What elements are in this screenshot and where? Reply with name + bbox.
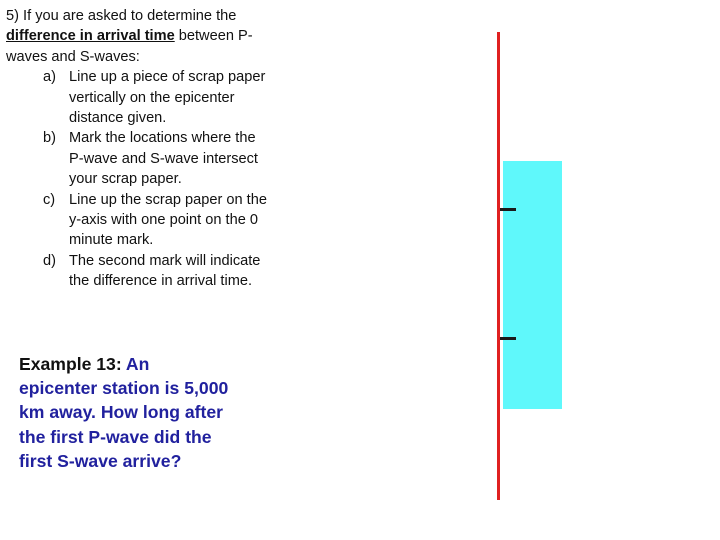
step-d-marker: d): [43, 252, 56, 269]
heading-emphasis: difference in arrival time: [6, 28, 175, 45]
s-wave-mark: [500, 337, 516, 340]
instructions-block: [6, 6, 268, 292]
example-question: [19, 352, 229, 473]
example-label: Example 13:: [19, 354, 122, 374]
step-a-text: Line up a piece of scrap paper vertically on the epicenter distance given.: [69, 69, 266, 127]
step-d: [6, 251, 268, 292]
epicenter-distance-line: [497, 32, 500, 500]
step-c: [6, 190, 268, 251]
step-b: [6, 128, 268, 189]
step-a: [6, 67, 268, 128]
step-d-text: The second mark will indicate the difference in arrival time.: [69, 252, 261, 290]
step-c-text: Line up the scrap paper on the y-axis with one point on the 0 minute mark.: [69, 191, 267, 249]
p-wave-mark: [500, 208, 516, 211]
step-b-marker: b): [43, 130, 56, 147]
example-question-text: An epicenter station is 5,000 km away. How long after the first P-wave did the first S-wave arrive?: [19, 354, 229, 471]
scrap-paper: [503, 161, 562, 409]
step-a-marker: a): [43, 69, 56, 86]
steps-list: [6, 67, 268, 291]
instructions-heading: [6, 6, 268, 67]
heading-text-end: between P-waves and S-waves:: [6, 28, 253, 65]
step-c-marker: c): [43, 191, 56, 208]
step-b-text: Mark the locations where the P-wave and S-wave intersect your scrap paper.: [69, 130, 258, 188]
heading-text-start: 5) If you are asked to determine the: [6, 8, 237, 24]
